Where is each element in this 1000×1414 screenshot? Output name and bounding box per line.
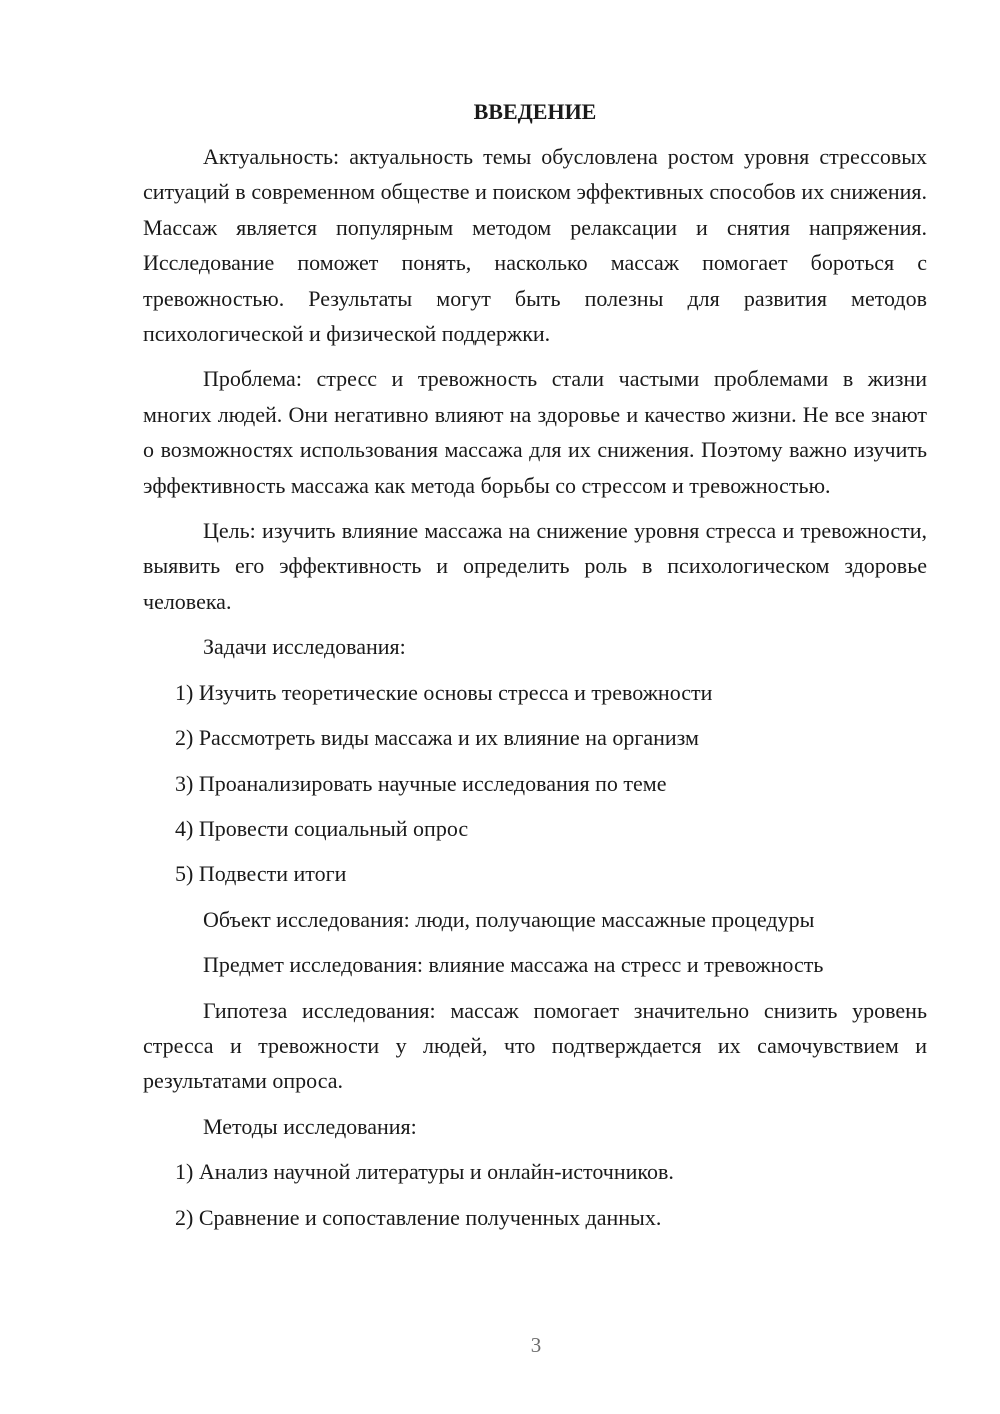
page-content	[143, 94, 927, 1245]
methods-heading: Методы исследования:	[203, 1113, 417, 1139]
task-item: 3) Проанализировать научные исследования по теме	[175, 770, 667, 796]
goal-paragraph: Цель: изучить влияние массажа на снижение уровня стресса и тревожности, выявить его эффективность и определить роль в психологическом здоровье человека.	[143, 518, 927, 614]
relevance-paragraph: Актуальность: актуальность темы обусловлена ростом уровня стрессовых ситуаций в современном обществе и поиском эффективных способов их снижения. Массаж является популярным методом релаксации и снятия напряжения. Исследование поможет понять, насколько массаж помогает бороться с тревожностью. Результаты могут быть полезны для развития методов психологической и физической поддержки.	[143, 144, 927, 347]
section-title: ВВЕДЕНИЕ	[473, 99, 597, 124]
method-item: 2) Сравнение и сопоставление полученных данных.	[175, 1204, 662, 1230]
problem-paragraph: Проблема: стресс и тревожность стали частыми проблемами в жизни многих людей. Они негативно влияют на здоровье и качество жизни. Не все знают о возможностях использования массажа для их снижения. Поэтому важно изучить эффективность массажа как метода борьбы со стрессом и тревожностью.	[143, 366, 927, 498]
task-item: 2) Рассмотреть виды массажа и их влияние на организм	[175, 725, 699, 751]
tasks-heading: Задачи исследования:	[203, 634, 406, 660]
hypothesis-paragraph: Гипотеза исследования: массаж помогает значительно снизить уровень стресса и тревожности у людей, что подтверждается их самочувствием и результатами опроса.	[143, 997, 927, 1094]
page-number: 3	[530, 1333, 542, 1357]
task-item: 1) Изучить теоретические основы стресса и тревожности	[175, 679, 713, 705]
task-item: 5) Подвести итоги	[175, 861, 347, 887]
research-subject: Предмет исследования: влияние массажа на стресс и тревожность	[203, 952, 824, 978]
method-item: 1) Анализ научной литературы и онлайн-источников.	[175, 1159, 674, 1185]
research-object: Объект исследования: люди, получающие массажные процедуры	[203, 906, 815, 932]
task-item: 4) Провести социальный опрос	[175, 815, 469, 841]
